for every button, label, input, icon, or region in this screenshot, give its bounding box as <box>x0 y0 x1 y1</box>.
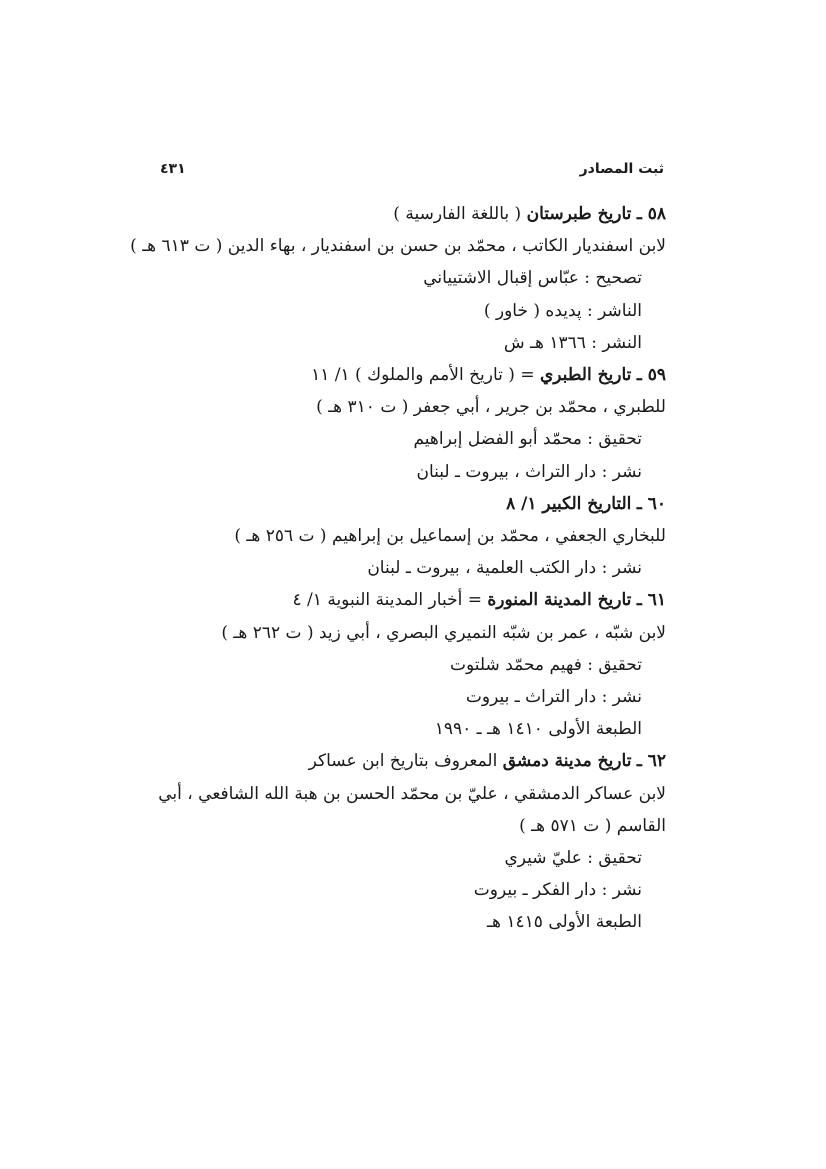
entry-title-line <box>150 359 666 391</box>
entry-title-suffix: ( باللغة الفارسية ) <box>393 204 527 224</box>
entry-title: تاريخ الطبري <box>540 365 632 386</box>
entry-number: ٦٢ ـ <box>636 751 666 772</box>
entry-author: لابن عساكر الدمشقي ، عليّ بن محمّد الحسن بن هبة الله الشافعي ، أبي القاسم ( ت ٥٧١ هـ ) <box>158 783 666 836</box>
entry-title-line <box>150 198 666 230</box>
entry-detail: نشر : دار الكتب العلمية ، بيروت ـ لبنان <box>367 558 642 579</box>
entry-number: ٥٨ ـ <box>636 204 666 224</box>
bibliography-entry <box>150 745 666 938</box>
entry-title-line <box>150 745 666 777</box>
entry-title: التاريخ الكبير ١/ ٨ <box>506 493 632 514</box>
entry-author: لابن شبّه ، عمر بن شبّه النميري البصري ، أبي زيد ( ت ٢٦٢ هـ ) <box>221 622 666 643</box>
entry-number: ٦٠ ـ <box>636 493 666 514</box>
entry-detail: الطبعة الأولى ١٤١٥ هـ <box>487 912 642 933</box>
page-number: ٤٣١ <box>160 161 186 177</box>
entry-detail: النشر : ١٣٦٦ هـ ش <box>503 332 642 353</box>
entry-title: تاريخ طبرستان <box>526 204 632 224</box>
entry-detail: نشر : دار الفكر ـ بيروت <box>473 880 642 901</box>
entry-detail: نشر : دار التراث ـ بيروت <box>465 687 642 708</box>
bibliography-entry <box>150 488 666 585</box>
entry-title-suffix: المعروف بتاريخ ابن عساكر <box>308 751 503 772</box>
entry-author: للطبري ، محمّد بن جرير ، أبي جعفر ( ت ٣١٠ هـ ) <box>316 397 666 418</box>
entry-detail: تحقيق : عليّ شيري <box>504 848 642 869</box>
entry-title-suffix: = أخبار المدينة النبوية ١/ ٤ <box>292 590 488 611</box>
entry-detail: الطبعة الأولى ١٤١٠ هـ ـ ١٩٩٠ <box>434 719 642 740</box>
running-head <box>160 156 664 182</box>
entry-number: ٥٩ ـ <box>636 365 666 386</box>
entry-detail: الناشر : پديده ( خاور ) <box>483 300 642 321</box>
bibliography-entries <box>130 198 666 939</box>
entry-author: لابن اسفنديار الكاتب ، محمّد بن حسن بن اسفنديار ، بهاء الدين ( ت ٦١٣ هـ ) <box>130 236 666 257</box>
entry-title-line <box>150 488 666 520</box>
entry-author: للبخاري الجعفي ، محمّد بن إسماعيل بن إبراهيم ( ت ٢٥٦ هـ ) <box>234 526 666 547</box>
entry-title: تاريخ مدينة دمشق <box>502 751 632 772</box>
entry-detail: تحقيق : محمّد أبو الفضل إبراهيم <box>413 429 642 450</box>
bibliography-entry <box>150 584 666 745</box>
entry-title-suffix: = ( تاريخ الأمم والملوك ) ١/ ١١ <box>311 365 540 386</box>
entry-title-line <box>150 584 666 616</box>
bibliography-entry <box>130 198 666 359</box>
section-title: ثبت المصادر <box>579 161 664 177</box>
entry-detail: نشر : دار التراث ، بيروت ـ لبنان <box>416 461 642 482</box>
bibliography-entry <box>150 359 666 488</box>
entry-detail: تحقيق : فهيم محمّد شلتوت <box>450 654 642 675</box>
entry-detail: تصحيح : عبّاس إقبال الاشتيياني <box>423 268 642 289</box>
entry-number: ٦١ ـ <box>636 590 666 611</box>
entry-title: تاريخ المدينة المنورة <box>487 590 632 611</box>
